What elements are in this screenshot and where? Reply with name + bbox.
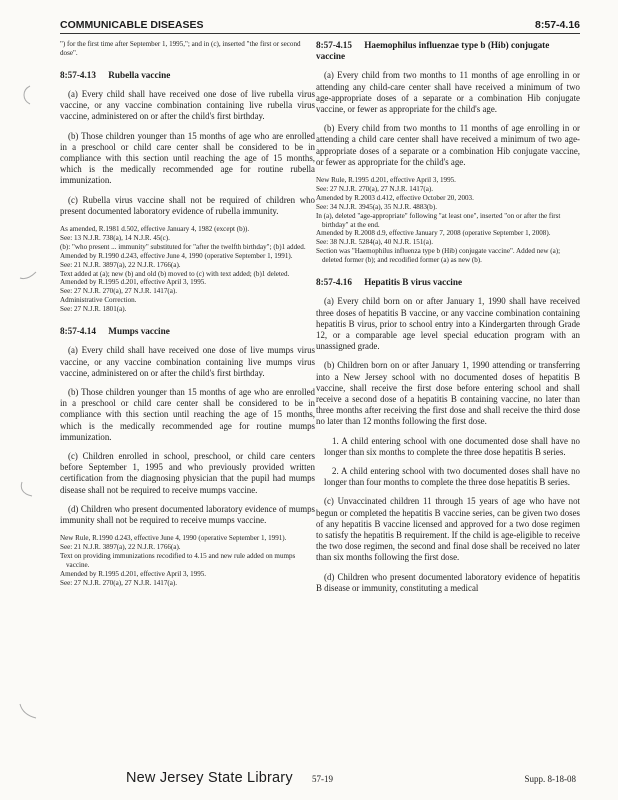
margin-bracket-mark xyxy=(16,258,38,280)
paragraph: (a) Every child from two months to 11 months of age enrolling in or attending any child-care center shall have received a minimum of two age-appropriate doses of a separate or a combination Hib conjugate vaccine, or fewer as appropriate for the child's age. xyxy=(316,70,580,115)
history-note xyxy=(60,225,315,314)
history-line: (b): "who present ... immunity" substituted for "after the twelfth birthday"; (b)1 added. xyxy=(60,242,306,251)
history-line: New Rule, R.1995 d.201, effective April 3, 1995. xyxy=(316,176,456,185)
section-number: 8:57-4.16 xyxy=(316,277,352,288)
history-note xyxy=(60,534,315,587)
right-column xyxy=(316,40,580,602)
history-line: See: 27 N.J.R. 1801(a). xyxy=(60,305,127,314)
history-line: See: 21 N.J.R. 3897(a), 22 N.J.R. 1766(a). xyxy=(60,543,181,552)
margin-bracket-mark xyxy=(16,480,38,502)
paragraph: (d) Children who present documented laboratory evidence of hepatitis B disease or immunity, constituting a medical xyxy=(316,571,580,593)
section-heading xyxy=(316,40,580,62)
history-line: Text on providing immunizations recodified to 4.15 and new rule added on mumps vaccine. xyxy=(60,551,296,569)
paragraph: (c) Unvaccinated children 11 through 15 years of age who have not begun or completed the hepatitis B vaccine series, can be given two doses of any hepatitis B vaccine licensed and approved for a two dose regimen to satisfy the hepatitis B requirement. If the child is age-eligible to receive the two dose regimen, the second and final dose shall be received no later than six months following the first dose. xyxy=(316,496,580,563)
margin-bracket-mark xyxy=(16,700,38,722)
history-line: Amended by R.1995 d.201, effective April 3, 1995. xyxy=(60,569,207,578)
history-line: See: 21 N.J.R. 3897(a), 22 N.J.R. 1766(a). xyxy=(60,260,181,269)
paragraph: (b) Every child from two months to 11 months of age enrolling in or attending a child care center shall have received a minimum of two age-appropriate doses of a separate or a combination Hib conjugate vaccine, or fewer as appropriate for the child's age. xyxy=(316,123,580,167)
section-heading xyxy=(60,326,315,337)
paragraph: (c) Children enrolled in school, preschool, or child care centers before September 1, 1995 and who previously provided written certification from the diagnosing physician that the pupil had mumps disease shall not be required to receive mumps vaccine. xyxy=(60,450,315,495)
history-line: In (a), deleted "age-appropriate" following "at least one", inserted "on or after the first birthday" at the end. xyxy=(316,211,561,229)
margin-bracket-mark xyxy=(16,84,38,106)
history-line: Amended by R.2008 d.9, effective January 7, 2008 (operative September 1, 2008). xyxy=(316,229,551,238)
history-line: Amended by R.1995 d.201, effective April 3, 1995. xyxy=(60,278,207,287)
paragraph: (b) Children born on or after January 1, 1990 attending or transferring into a New Jersey school with no documented doses of hepatitis B vaccine, shall receive the first dose before entering school and shall receive a second dose of a hepatitis B containing vaccine, no later than three months after receiving the first dose and shall receive the third dose no later than 12 months following the first dose. xyxy=(316,360,580,427)
section-heading xyxy=(316,277,580,288)
paragraph: (c) Rubella virus vaccine shall not be required of children who present documented laboratory evidence of rubella immunity. xyxy=(60,194,315,216)
paragraph: (a) Every child shall have received one dose of live mumps virus vaccine, or any vaccine combination containing live mumps virus vaccine, administered on or after the child's first birthday. xyxy=(60,345,315,378)
history-line: See: 34 N.J.R. 3945(a), 35 N.J.R. 4883(b). xyxy=(316,202,437,211)
history-line: See: 38 N.J.R. 5284(a), 40 N.J.R. 151(a). xyxy=(316,238,434,247)
history-line: As amended, R.1981 d.502, effective January 4, 1982 (except (b)). xyxy=(60,225,250,234)
section-number: 8:57-4.13 xyxy=(60,69,96,80)
paragraph: 1. A child entering school with one documented dose shall have no longer than six months to complete the three dose hepatitis B series. xyxy=(324,435,580,457)
paragraph: (b) Those children younger than 15 months of age who are enrolled in a preschool or child care center shall be considered to be in compliance with this section until reaching the age of 15 months, which is the medically recommended age for routine mumps immunization. xyxy=(60,386,315,442)
section-title: Rubella vaccine xyxy=(108,69,171,80)
paragraph: (d) Children who present documented laboratory evidence of mumps immunity shall not be required to receive mumps vaccine. xyxy=(60,503,315,525)
left-column xyxy=(60,40,315,600)
paragraph: 2. A child entering school with two documented doses shall have no longer than four months to complete the three dose hepatitis B series. xyxy=(324,465,580,488)
section-number: 8:57-4.15 xyxy=(316,40,352,50)
section-title: Mumps vaccine xyxy=(108,326,170,337)
section-range: 8:57-4.16 xyxy=(535,19,580,31)
history-line: Section was "Haemophilus influenza type b (Hib) conjugate vaccine". Added new (a); deleted former (b); and recodified former (a) as new (b). xyxy=(316,247,561,265)
page-number: 57-19 xyxy=(312,774,333,784)
history-line: Amended by R.2003 d.412, effective October 20, 2003. xyxy=(316,193,474,202)
section-heading xyxy=(60,70,315,81)
history-line: See: 27 N.J.R. 270(a), 27 N.J.R. 1417(a). xyxy=(316,184,434,193)
history-line: New Rule, R.1990 d.243, effective June 4, 1990 (operative September 1, 1991). xyxy=(60,534,287,543)
continued-history: ") for the first time after September 1, 1995,"; and in (c), inserted "the first or second dose". xyxy=(60,40,301,57)
page-header xyxy=(60,13,580,34)
supplement-date: Supp. 8-18-08 xyxy=(524,774,576,784)
section-number: 8:57-4.14 xyxy=(60,326,96,337)
history-line: Amended by R.1990 d.243, effective June 4, 1990 (operative September 1, 1991). xyxy=(60,251,293,260)
paragraph: (b) Those children younger than 15 months of age who are enrolled in a preschool or child care center shall be considered to be in compliance with this section until reaching the age of 15 months, which is the medically recommended age for routine rubella immunization. xyxy=(60,130,315,186)
section-title: Haemophilus influenzae type b (Hib) conjugate vaccine xyxy=(316,40,550,62)
library-watermark: New Jersey State Library xyxy=(126,770,293,786)
history-line: See: 27 N.J.R. 270(a), 27 N.J.R. 1417(a). xyxy=(60,578,178,587)
history-line: See: 13 N.J.R. 738(a), 14 N.J.R. 45(c). xyxy=(60,233,170,242)
history-note xyxy=(316,176,580,265)
paragraph: (a) Every child born on or after January 1, 1990 shall have received three doses of hepatitis B vaccine, or any vaccine combination containing hepatitis B virus, prior to school entry into a Kindergarten through Grade 12, or a comparable age level special education program with an unassigned grade. xyxy=(316,296,580,352)
chapter-title: COMMUNICABLE DISEASES xyxy=(60,19,204,31)
history-line: Text added at (a); new (b) and old (b) moved to (c) with text added; (b)1 deleted. xyxy=(60,269,290,278)
section-title: Hepatitis B virus vaccine xyxy=(364,277,463,288)
history-line: See: 27 N.J.R. 270(a), 27 N.J.R. 1417(a). xyxy=(60,287,178,296)
history-line: Administrative Correction. xyxy=(60,296,137,305)
paragraph: (a) Every child shall have received one dose of live rubella virus vaccine, or any vaccine combination containing live rubella virus vaccine, administered on or after the child's first birthday. xyxy=(60,89,315,122)
page-footer xyxy=(0,770,618,790)
